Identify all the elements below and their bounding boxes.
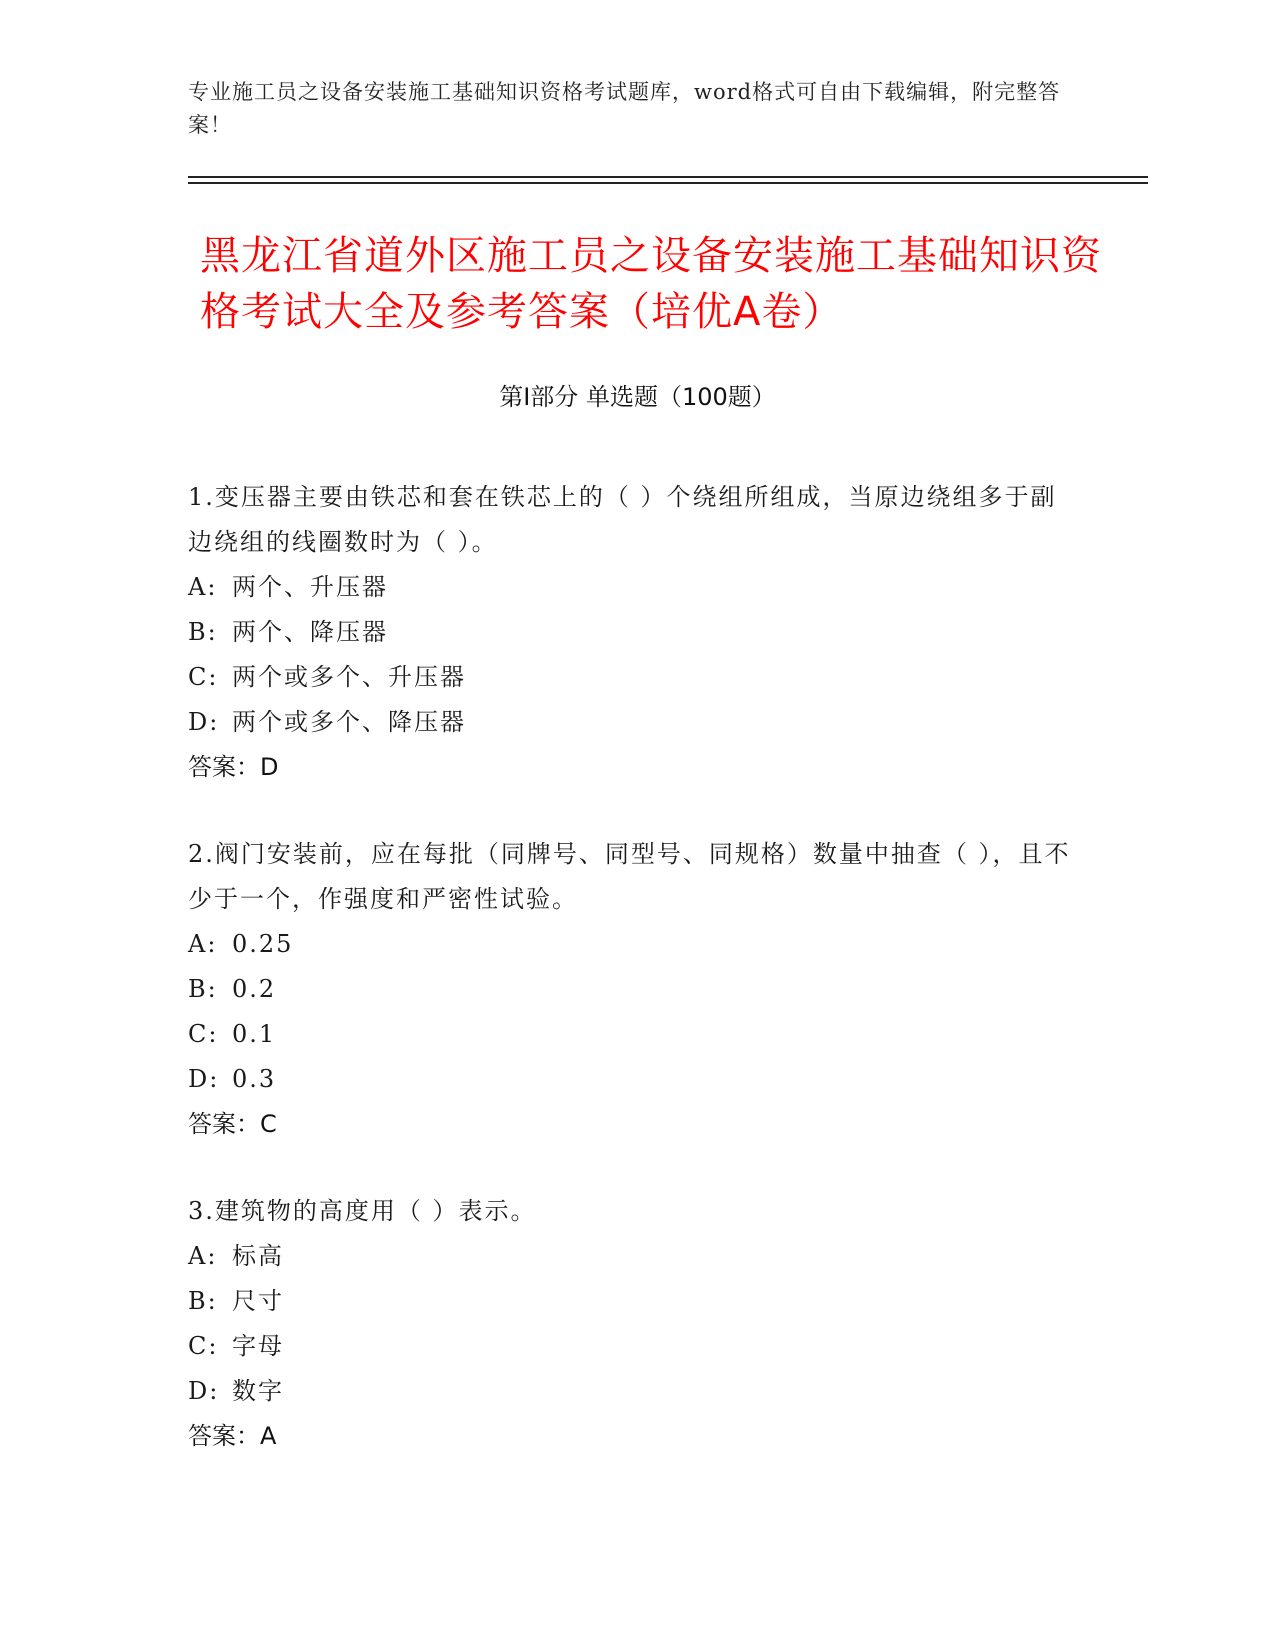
option-key: B: <box>188 618 218 646</box>
question-option <box>188 1234 1078 1279</box>
header-rule-top <box>188 176 1148 178</box>
option-key: C: <box>188 663 219 691</box>
option-text: 标高 <box>232 1242 284 1270</box>
header-note: 专业施工员之设备安装施工基础知识资格考试题库，word格式可自由下载编辑，附完整答案！ <box>188 80 1061 137</box>
question-option <box>188 967 1078 1012</box>
question-option <box>188 1324 1078 1369</box>
option-text: 0.3 <box>232 1065 277 1093</box>
question-stem: 3.建筑物的高度用（ ）表示。 <box>188 1197 537 1225</box>
question-option <box>188 565 1078 610</box>
question-answer: 答案：C <box>188 1110 277 1138</box>
option-key: C: <box>188 1332 219 1360</box>
question-answer: 答案：D <box>188 753 279 781</box>
option-text: 0.1 <box>232 1020 277 1048</box>
question-option <box>188 610 1078 655</box>
question-option <box>188 1279 1078 1324</box>
option-text: 尺寸 <box>232 1287 284 1315</box>
question-item <box>188 1189 1078 1459</box>
question-option <box>188 922 1078 967</box>
option-key: B: <box>188 975 218 1003</box>
option-key: B: <box>188 1287 218 1315</box>
question-answer: 答案：A <box>188 1422 277 1450</box>
question-option <box>188 1369 1078 1414</box>
question-item <box>188 832 1078 1147</box>
question-option <box>188 1057 1078 1102</box>
header-rule-bottom <box>188 182 1148 184</box>
question-option <box>188 655 1078 700</box>
question-stem: 2.阀门安装前，应在每批（同牌号、同型号、同规格）数量中抽查（ ），且不少于一个，作强度和严密性试验。 <box>188 840 1071 913</box>
option-key: A: <box>188 1242 218 1270</box>
option-text: 0.2 <box>232 975 277 1003</box>
document-title: 黑龙江省道外区施工员之设备安装施工基础知识资格考试大全及参考答案（培优A卷） <box>200 233 1102 335</box>
option-key: A: <box>188 930 218 958</box>
option-key: C: <box>188 1020 219 1048</box>
option-text: 两个或多个、降压器 <box>232 708 466 736</box>
question-option <box>188 700 1078 745</box>
question-stem: 1.变压器主要由铁芯和套在铁芯上的（ ）个绕组所组成，当原边绕组多于副边绕组的线圈数时为（ ）。 <box>188 483 1057 556</box>
section-title: 第I部分 单选题（100题） <box>499 383 776 411</box>
question-item <box>188 475 1078 790</box>
option-key: D: <box>188 1065 220 1093</box>
option-key: A: <box>188 573 218 601</box>
option-text: 数字 <box>232 1377 284 1405</box>
question-list <box>188 475 1078 1501</box>
option-key: D: <box>188 708 220 736</box>
option-text: 两个、升压器 <box>232 573 388 601</box>
option-text: 两个、降压器 <box>232 618 388 646</box>
option-key: D: <box>188 1377 220 1405</box>
option-text: 字母 <box>232 1332 284 1360</box>
question-option <box>188 1012 1078 1057</box>
option-text: 0.25 <box>232 930 294 958</box>
option-text: 两个或多个、升压器 <box>232 663 466 691</box>
